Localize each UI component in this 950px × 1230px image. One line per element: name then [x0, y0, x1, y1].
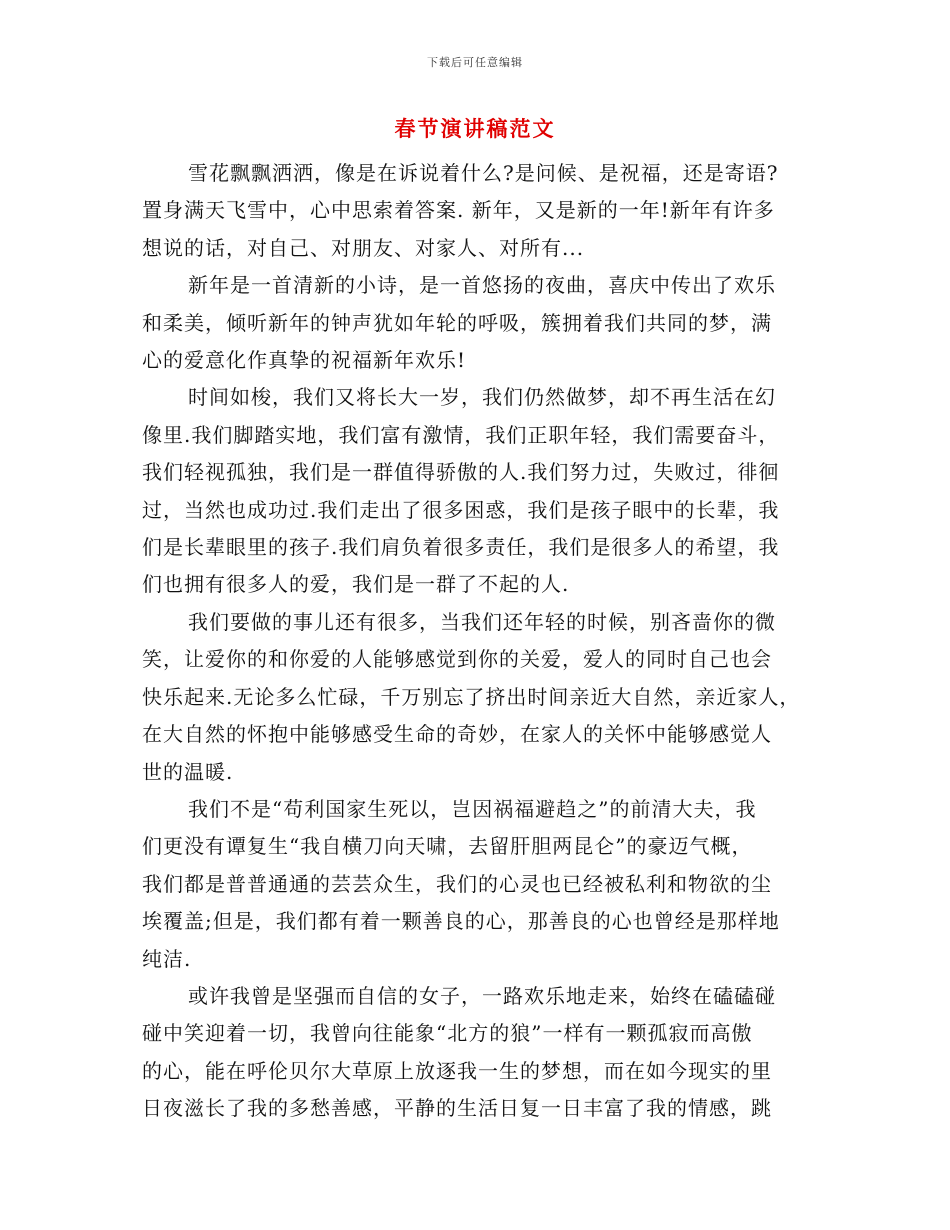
paragraph	[142, 155, 812, 267]
text-line: 日夜滋长了我的多愁善感，平静的生活日复一日丰富了我的情感，跳	[142, 1096, 772, 1121]
document-title: 春节演讲稿范文	[394, 116, 556, 141]
paragraph	[142, 791, 812, 978]
paragraph	[142, 379, 812, 603]
document-body	[142, 155, 812, 1128]
text-line: 想说的话，对自己、对朋友、对家人、对所有...	[142, 235, 585, 260]
text-line: 埃覆盖;但是，我们都有着一颗善良的心，那善良的心也曾经是那样地	[142, 909, 780, 934]
text-line: 世的温暖.	[142, 759, 234, 784]
text-line: 我们要做的事儿还有很多，当我们还年轻的时候，别吝啬你的微	[188, 609, 776, 634]
text-line: 们更没有谭复生“我自横刀向天啸，去留肝胆两昆仑”的豪迈气概，	[142, 834, 753, 859]
text-line: 新年是一首清新的小诗，是一首悠扬的夜曲，喜庆中传出了欢乐	[188, 273, 776, 298]
text-line: 我们轻视孤独，我们是一群值得骄傲的人.我们努力过，失败过，徘徊	[142, 460, 780, 485]
text-line: 快乐起来.无论多么忙碌，千万别忘了挤出时间亲近大自然，亲近家人，	[142, 684, 801, 709]
text-line: 雪花飘飘洒洒，像是在诉说着什么?是问候、是祝福，还是寄语?	[188, 161, 779, 185]
text-line: 们也拥有很多人的爱，我们是一群了不起的人.	[142, 572, 570, 597]
text-line: 像里.我们脚踏实地，我们富有激情，我们正职年轻，我们需要奋斗，	[142, 422, 780, 447]
paragraph	[142, 267, 812, 379]
text-line: 纯洁.	[142, 946, 192, 971]
text-line: 笑，让爱你的和你爱的人能够感觉到你的关爱，爱人的同时自己也会	[142, 647, 772, 672]
text-line: 心的爱意化作真挚的祝福新年欢乐!	[142, 348, 467, 373]
text-line: 在大自然的怀抱中能够感受生命的奇妙，在家人的关怀中能够感觉人	[142, 722, 772, 747]
text-line: 和柔美，倾听新年的钟声犹如年轮的呼吸，簇拥着我们共同的梦，满	[142, 310, 772, 335]
text-line: 置身满天飞雪中，心中思索着答案. 新年，又是新的一年!新年有许多	[142, 198, 775, 223]
text-line: 时间如梭，我们又将长大一岁，我们仍然做梦，却不再生活在幻	[188, 385, 776, 410]
text-line: 我们不是“苟利国家生死以，岂因祸福避趋之”的前清大夫，我	[188, 796, 757, 821]
header-note: 下载后可任意编辑	[427, 56, 523, 69]
text-line: 的心，能在呼伦贝尔大草原上放逐我一生的梦想，而在如今现实的里	[142, 1058, 772, 1083]
text-line: 或许我曾是坚强而自信的女子，一路欢乐地走来，始终在磕磕碰	[188, 983, 776, 1008]
paragraph	[142, 604, 812, 791]
text-line: 们是长辈眼里的孩子.我们肩负着很多责任，我们是很多人的希望，我	[142, 535, 780, 560]
text-line: 过，当然也成功过.我们走出了很多困惑，我们是孩子眼中的长辈，我	[142, 497, 780, 522]
text-line: 碰中笑迎着一切，我曾向往能象“北方的狼”一样有一颗孤寂而高傲	[142, 1021, 753, 1046]
text-line: 我们都是普普通通的芸芸众生，我们的心灵也已经被私利和物欲的尘	[142, 871, 772, 896]
paragraph	[142, 978, 812, 1128]
